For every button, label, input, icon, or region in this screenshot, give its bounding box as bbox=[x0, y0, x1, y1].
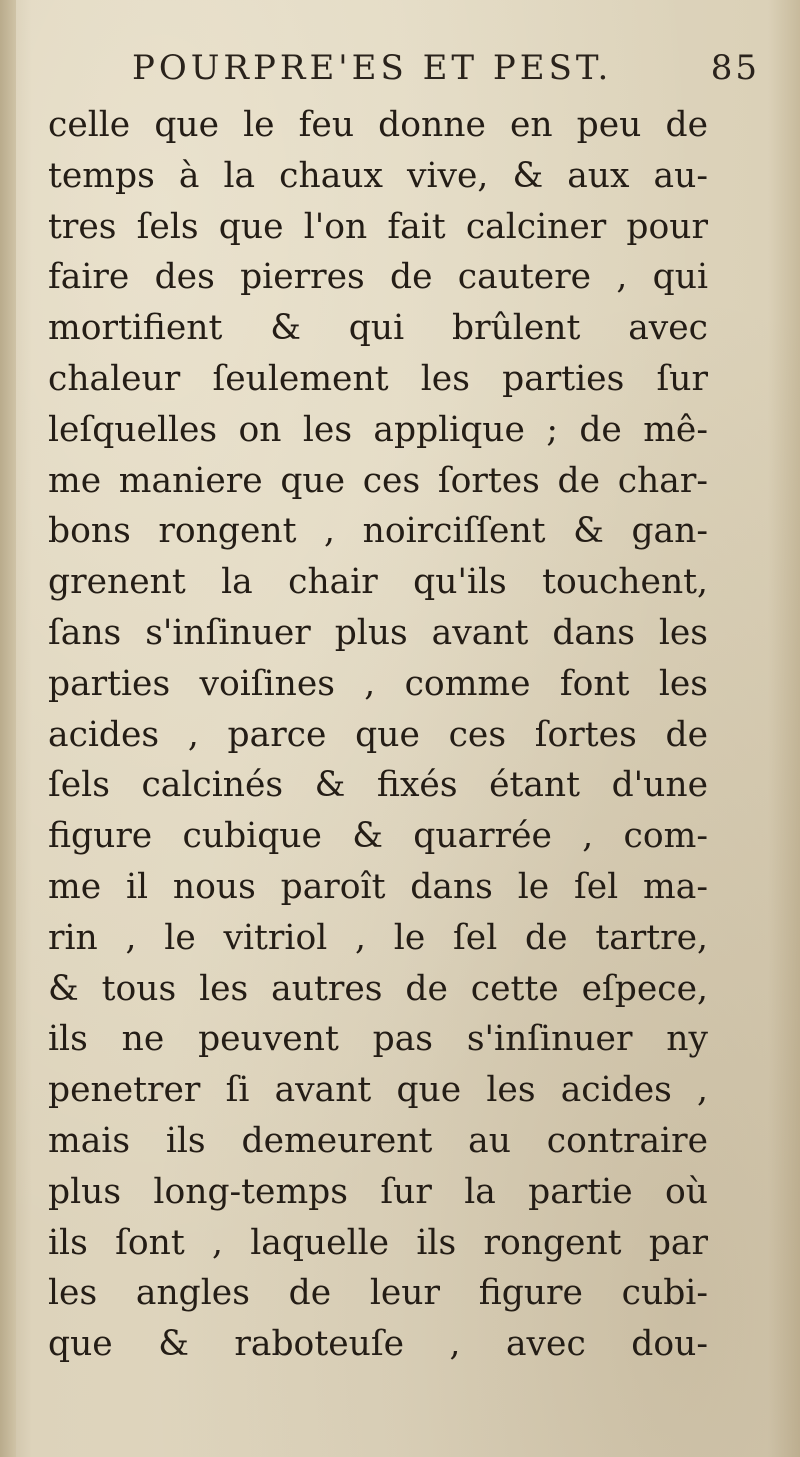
text-line: acides , parce que ces ſortes de bbox=[48, 714, 708, 755]
text-line: bons rongent , noirciſſent & gan- bbox=[48, 511, 708, 552]
text-line: ils ne peuvent pas s'inſinuer ny bbox=[48, 1019, 708, 1060]
text-line: faire des pierres de cautere , qui bbox=[48, 257, 708, 298]
text-line: me maniere que ces ſortes de char- bbox=[48, 460, 708, 501]
text-line: figure cubique & quarrée , com- bbox=[48, 816, 708, 857]
text-line: celle que le feu donne en peu de bbox=[48, 105, 708, 145]
text-line: & tous les autres de cette eſpece, bbox=[48, 968, 708, 1009]
body-text bbox=[48, 100, 708, 1400]
text-line: me il nous paroît dans le ſel ma- bbox=[48, 866, 708, 907]
text-line: parties voiſines , comme font les bbox=[48, 663, 708, 704]
text-line: chaleur ſeulement les parties ſur bbox=[48, 358, 708, 399]
text-line: ils ſont , laquelle ils rongent par bbox=[48, 1222, 708, 1263]
page-gutter bbox=[0, 0, 16, 1457]
text-line: grenent la chair qu'ils touchent, bbox=[48, 562, 708, 603]
page-number: 85 bbox=[710, 48, 760, 88]
text-line: penetrer ſi avant que les acides , bbox=[48, 1070, 708, 1111]
text-line: les angles de leur figure cubi- bbox=[48, 1273, 708, 1314]
text-line: temps à la chaux vive, & aux au- bbox=[48, 155, 708, 196]
text-line: ſels calcinés & fixés étant d'une bbox=[48, 765, 708, 806]
text-line: plus long-temps ſur la partie où bbox=[48, 1171, 708, 1212]
text-line: que & raboteuſe , avec dou- bbox=[48, 1324, 708, 1365]
text-line: mais ils demeurent au contraire bbox=[48, 1120, 708, 1161]
text-line: rin , le vitriol , le ſel de tartre, bbox=[48, 917, 708, 958]
running-head bbox=[0, 40, 800, 104]
running-head-title: POURPRE'ES ET PEST. bbox=[132, 48, 613, 88]
text-line: ſans s'inſinuer plus avant dans les bbox=[48, 612, 708, 653]
text-line: tres ſels que l'on fait calciner pour bbox=[48, 206, 708, 247]
text-line: mortifient & qui brûlent avec bbox=[48, 308, 708, 349]
text-line: leſquelles on les applique ; de mê- bbox=[48, 409, 708, 450]
